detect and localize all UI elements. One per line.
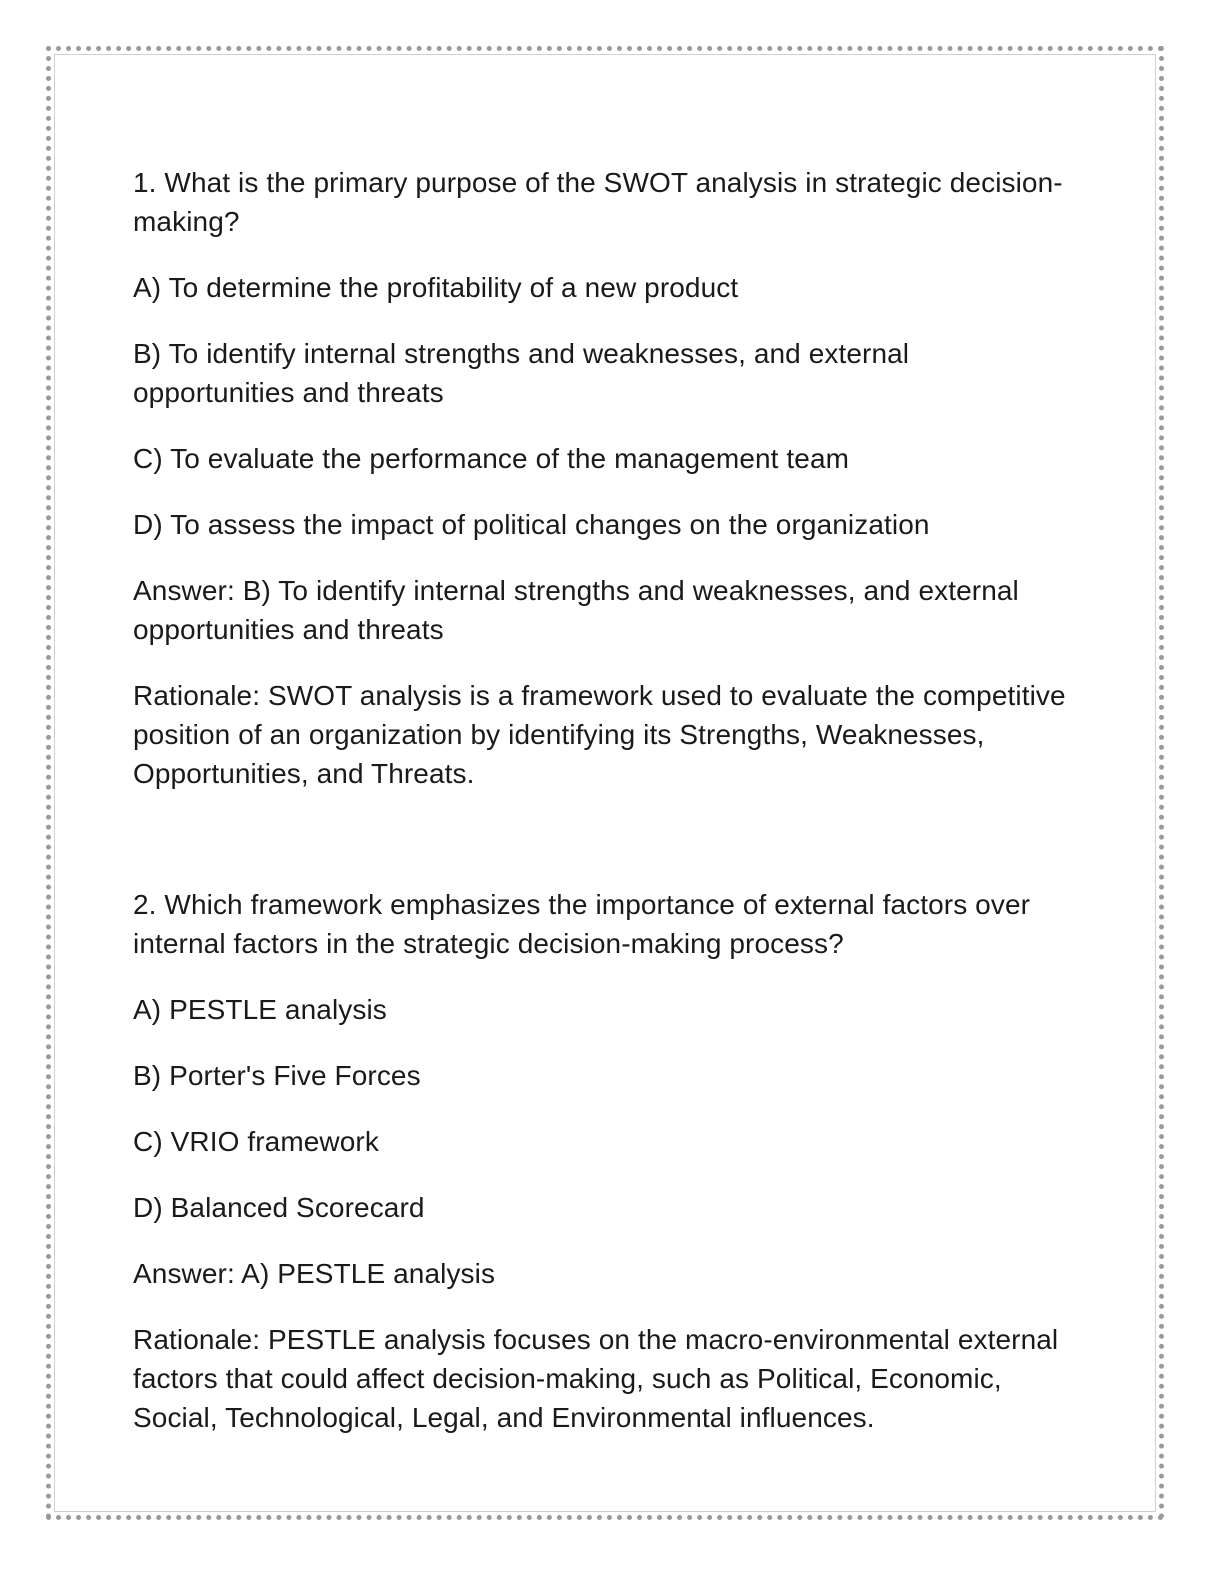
- option-b: B) To identify internal strengths and weaknesses, and external opportunities and threats: [133, 338, 910, 408]
- rationale-text: Rationale: PESTLE analysis focuses on the macro-environmental external factors that could affect decision-making, such as Political, Economic, Social, Technological, Legal, and Environmental influences.: [133, 1324, 1059, 1433]
- question-block-2: [133, 885, 1078, 1437]
- question-text: 1. What is the primary purpose of the SWOT analysis in strategic decision-making?: [133, 167, 1063, 237]
- option-d: D) To assess the impact of political changes on the organization: [133, 509, 930, 540]
- option-d: D) Balanced Scorecard: [133, 1192, 425, 1223]
- answer-text: Answer: A) PESTLE analysis: [133, 1258, 496, 1289]
- option-a: A) PESTLE analysis: [133, 994, 387, 1025]
- rationale-text: Rationale: SWOT analysis is a framework used to evaluate the competitive position of an organization by identifying its Strengths, Weaknesses, Opportunities, and Threats.: [133, 680, 1066, 789]
- question-spacer: [133, 820, 1078, 885]
- option-c: C) VRIO framework: [133, 1126, 379, 1157]
- question-block-1: [133, 163, 1078, 793]
- answer-text: Answer: B) To identify internal strengths and weaknesses, and external opportunities and threats: [133, 575, 1019, 645]
- option-c: C) To evaluate the performance of the management team: [133, 443, 850, 474]
- option-b: B) Porter's Five Forces: [133, 1060, 421, 1091]
- option-a: A) To determine the profitability of a new product: [133, 272, 739, 303]
- question-text: 2. Which framework emphasizes the importance of external factors over internal factors in the strategic decision-making process?: [133, 889, 1031, 959]
- document-body: [133, 163, 1078, 1464]
